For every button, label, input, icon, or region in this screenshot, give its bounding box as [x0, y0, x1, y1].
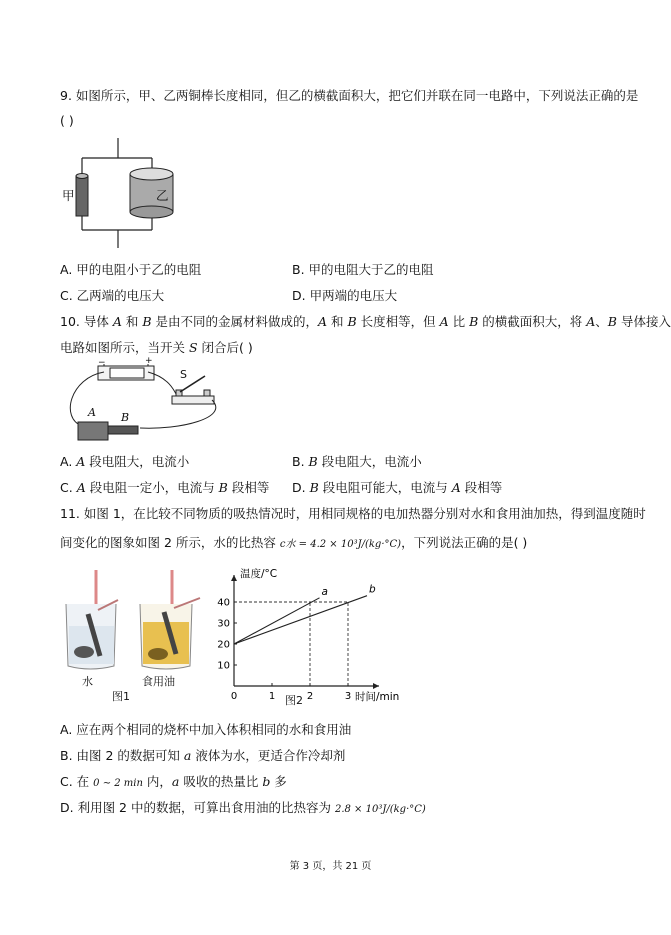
- series-line-b: [234, 596, 367, 644]
- q11-fig2-caption: 图2: [285, 694, 303, 707]
- q10-label-b: B: [121, 411, 130, 424]
- q11-figure2-chart: [212, 560, 422, 705]
- y-axis-label: 温度/°C: [240, 568, 278, 580]
- q11-option-b[interactable]: B. 由图 2 的数据可知 a 液体为水，更适合作冷却剂: [60, 748, 346, 763]
- y-tick-label: 10: [217, 660, 230, 672]
- q9-label-jia: 甲: [62, 188, 75, 203]
- q11-water-specific-heat: c水 = 4.2 × 10³J/(kg·°C): [279, 539, 402, 550]
- q10-stem-line1: 10. 导体 A 和 B 是由不同的金属材料做成的，A 和 B 长度相等，但 A 比 B 的横截面积大，将 A、B 导体接入: [60, 314, 671, 329]
- q10-label-a: A: [88, 406, 96, 419]
- x-axis-label: 时间/min: [355, 691, 400, 703]
- x-tick-label: 1: [268, 691, 276, 702]
- q9-option-a[interactable]: A. 甲的电阻小于乙的电阻: [60, 262, 202, 277]
- q9-option-c[interactable]: C. 乙两端的电压大: [60, 288, 165, 303]
- q10-switch-label: S: [180, 368, 187, 381]
- y-axis-arrow: [231, 575, 237, 581]
- q11-fig1-label-oil: 食用油: [142, 675, 175, 688]
- x-tick-label: 0: [230, 691, 238, 702]
- page-footer: 第 3 页，共 21 页: [289, 861, 372, 872]
- x-tick-label: 2: [306, 691, 314, 702]
- series-line-a: [234, 598, 320, 644]
- y-tick-label: 30: [217, 618, 230, 630]
- q9-option-b[interactable]: B. 甲的电阻大于乙的电阻: [292, 262, 434, 277]
- y-tick-label: 40: [217, 597, 230, 609]
- q10-circuit-diagram: [60, 358, 240, 448]
- q10-option-b[interactable]: B. B 段电阻大，电流小: [292, 454, 422, 469]
- q10-option-a[interactable]: A. A 段电阻大，电流小: [60, 454, 190, 469]
- chart-series: [234, 584, 376, 644]
- q10-option-c[interactable]: C. A 段电阻一定小，电流与 B 段相等: [60, 480, 270, 495]
- q11-figure1-beakers: [60, 570, 220, 675]
- x-tick-label: 3: [344, 691, 352, 702]
- series-label-a: a: [321, 585, 328, 598]
- series-label-b: b: [369, 583, 376, 596]
- q10-battery-plus: +: [145, 356, 153, 366]
- x-axis-arrow: [373, 683, 379, 689]
- y-tick-label: 20: [217, 639, 230, 651]
- q9-label-yi: 乙: [156, 188, 169, 203]
- q9-circuit-diagram: [60, 138, 190, 250]
- q10-battery-minus: −: [98, 358, 106, 368]
- q11-fig1-label-water: 水: [82, 675, 93, 688]
- q10-option-d[interactable]: D. B 段电阻可能大，电流与 A 段相等: [292, 480, 503, 495]
- q10-stem-line2: 电路如图所示，当开关 S 闭合后( ): [60, 340, 253, 355]
- q11-option-a[interactable]: A. 应在两个相同的烧杯中加入体积相同的水和食用油: [60, 722, 352, 737]
- q11-stem-line2: 间变化的图象如图 2 所示，水的比热容 c水 = 4.2 × 10³J/(kg·°C)，下列说法正确的是( ): [60, 535, 528, 550]
- q11-option-d[interactable]: D. 利用图 2 中的数据，可算出食用油的比热容为 2.8 × 10³J/(kg·°C): [60, 800, 426, 815]
- q9-stem-line2: ( ): [60, 113, 74, 128]
- q9-option-d[interactable]: D. 甲两端的电压大: [292, 288, 398, 303]
- q11-fig1-caption: 图1: [112, 690, 130, 703]
- chart-guides: [234, 602, 348, 686]
- q11-stem-line1: 11. 如图 1，在比较不同物质的吸热情况时，用相同规格的电加热器分别对水和食用油加热，得到温度随时: [60, 506, 646, 521]
- q9-stem-line1: 9. 如图所示，甲、乙两铜棒长度相同，但乙的横截面积大，把它们并联在同一电路中，下列说法正确的是: [60, 88, 639, 103]
- q11-option-c[interactable]: C. 在 0 ∼ 2 min 内，a 吸收的热量比 b 多: [60, 774, 287, 789]
